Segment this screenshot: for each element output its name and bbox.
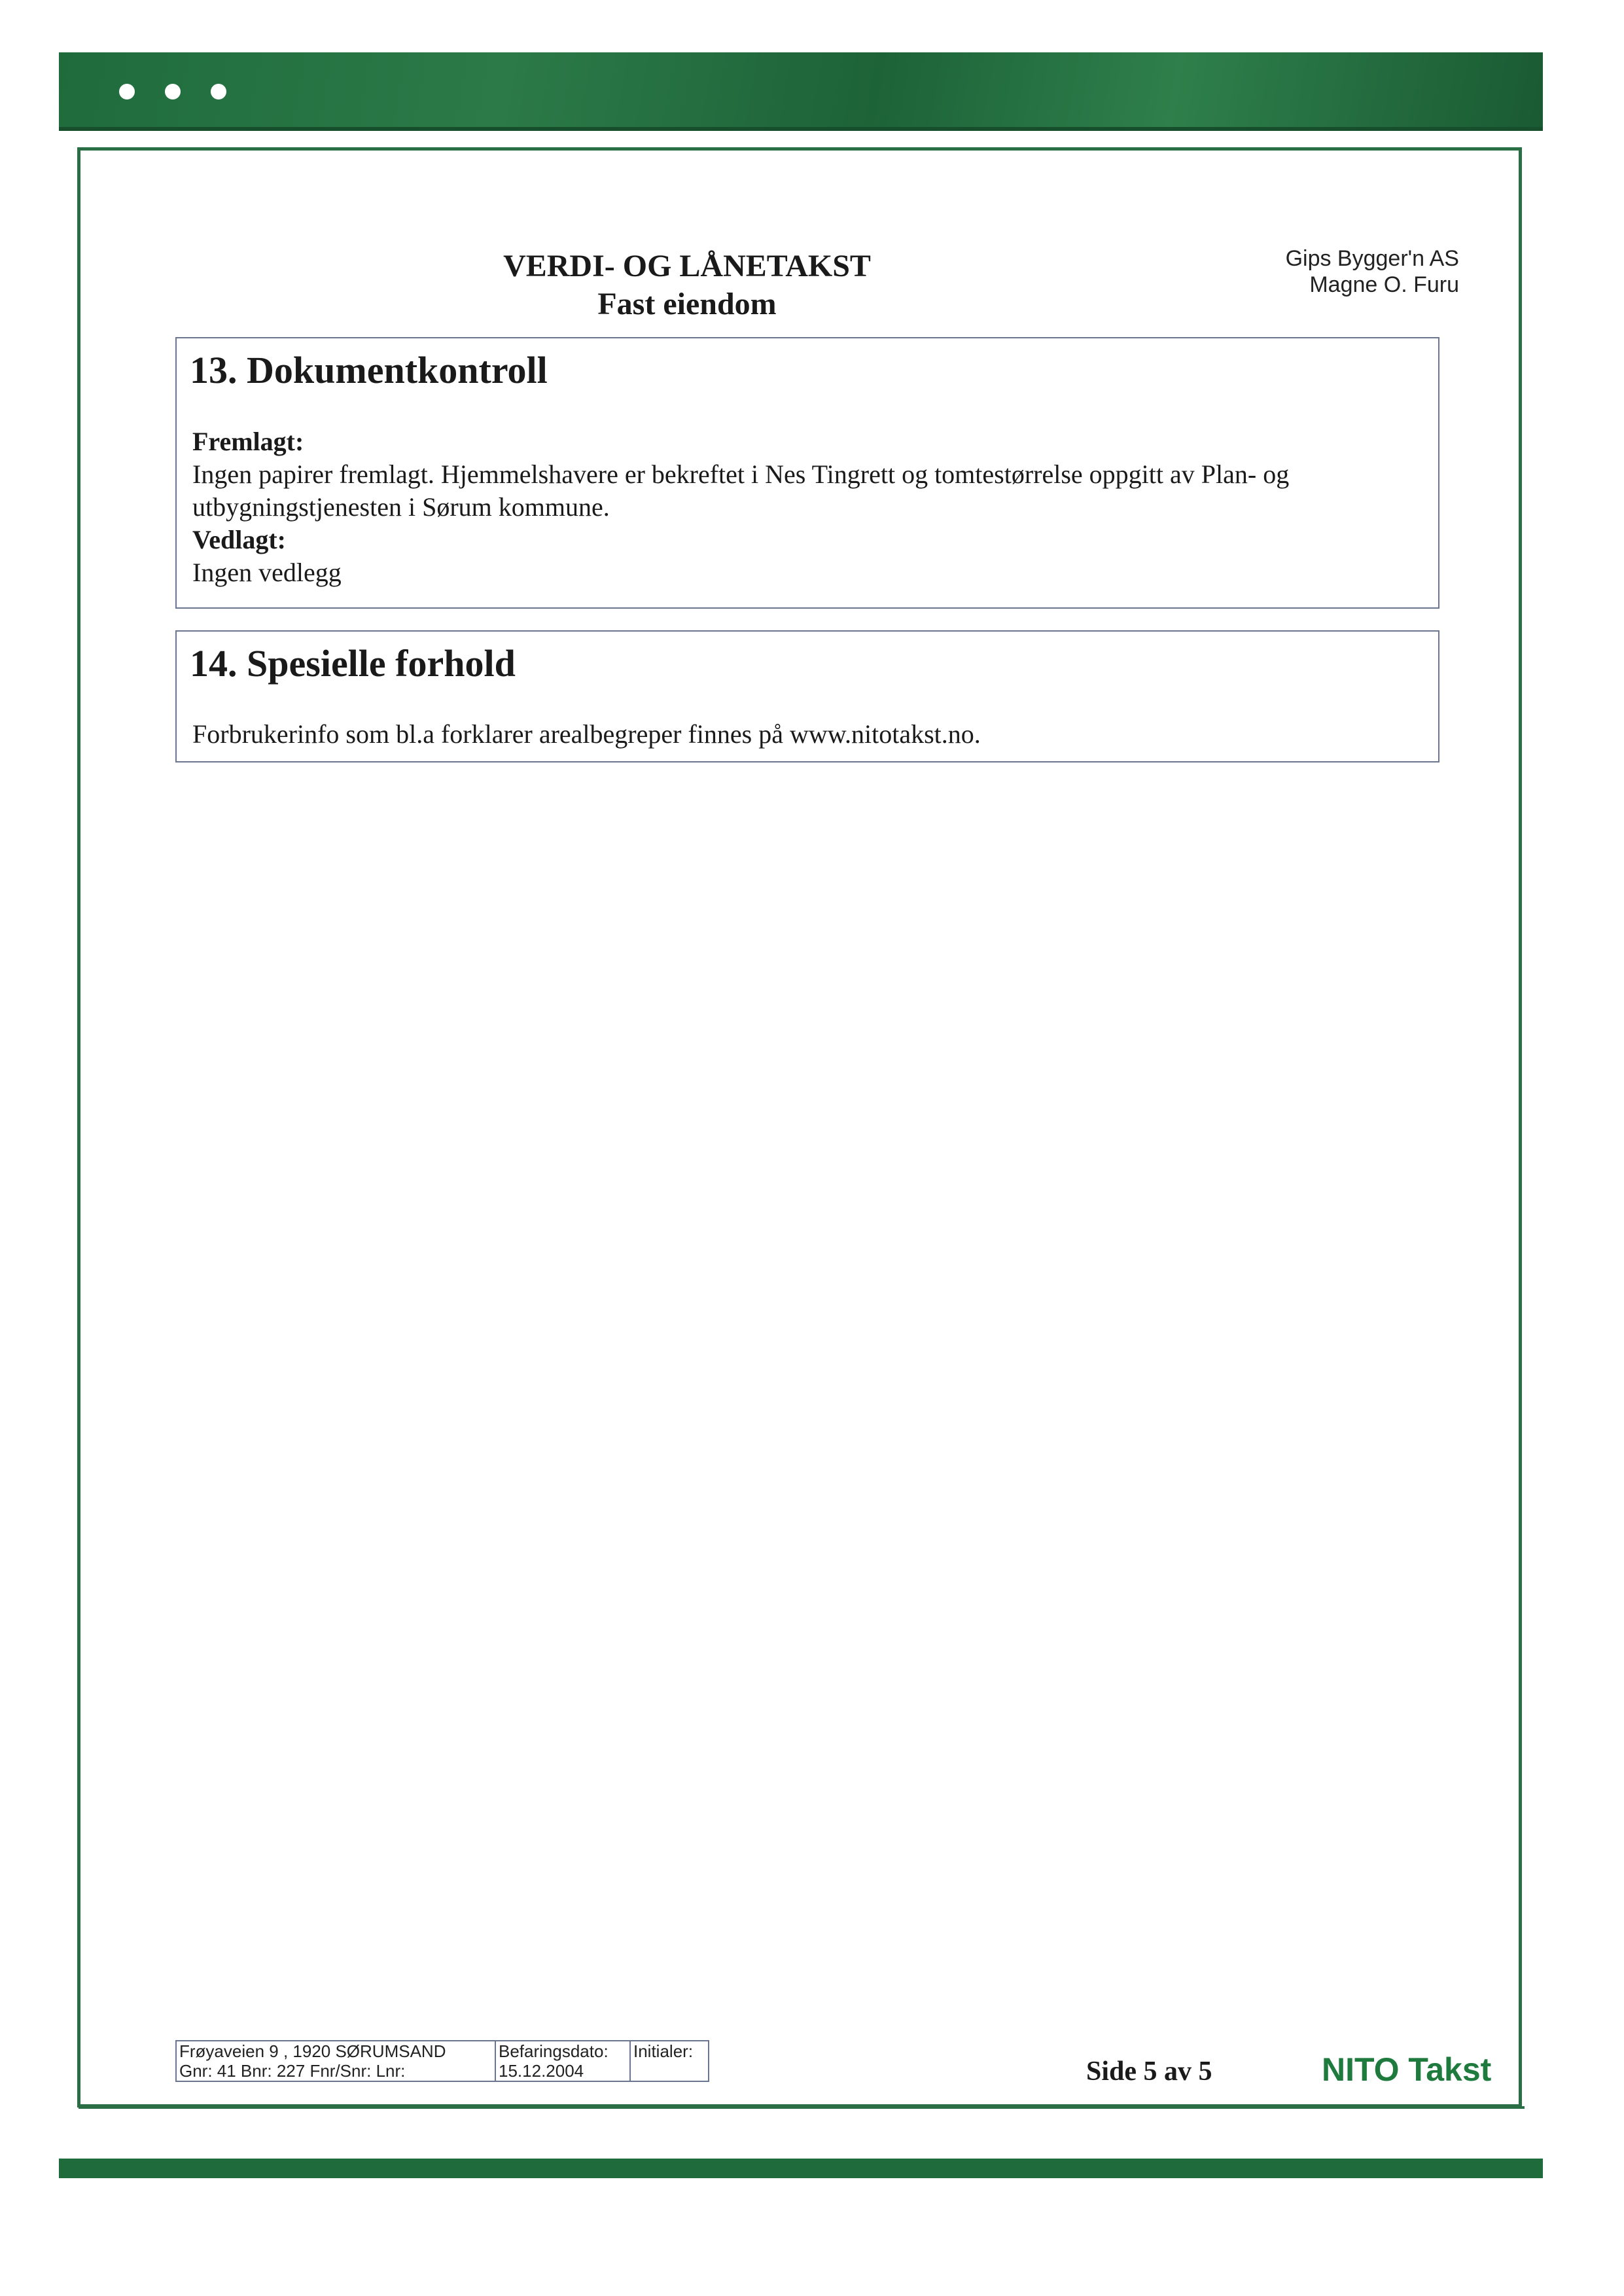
footer-property-ids: Gnr: 41 Bnr: 227 Fnr/Snr: Lnr: (179, 2061, 406, 2081)
brand-logo: NITO Takst (1322, 2051, 1492, 2088)
page-number: Side 5 av 5 (1086, 2056, 1212, 2087)
company-info (1197, 245, 1459, 298)
initials-label: Initialer: (633, 2041, 694, 2061)
top-banner (59, 52, 1543, 131)
section-dokumentkontroll (175, 337, 1439, 609)
frame-bottom-line (79, 2106, 1525, 2109)
footer-info-table (175, 2040, 709, 2082)
inspection-date: 15.12.2004 (499, 2061, 584, 2081)
company-name: Gips Bygger'n AS (1285, 246, 1459, 271)
title-line-1: VERDI- OG LÅNETAKST (503, 249, 871, 283)
footer-address-cell (176, 2041, 495, 2081)
banner-underline (59, 127, 1543, 131)
fremlagt-label: Fremlagt: (192, 427, 304, 456)
fremlagt-text: Ingen papirer fremlagt. Hjemmelshavere er bekreftet i Nes Tingrett og tomtestørrelse oppgitt av Plan- og utbygningstjenesten i Sørum kommune. (192, 459, 1290, 522)
footer-inspection-cell (495, 2041, 630, 2081)
title-line-2: Fast eiendom (597, 287, 777, 321)
company-person: Magne O. Furu (1309, 272, 1459, 297)
vedlagt-text: Ingen vedlegg (192, 558, 342, 587)
section-heading: 13. Dokumentkontroll (190, 349, 548, 391)
banner-dot-icon (165, 84, 181, 99)
footer-address: Frøyaveien 9 , 1920 SØRUMSAND (179, 2041, 446, 2061)
initials-value (633, 2061, 705, 2081)
spesielle-forhold-text: Forbrukerinfo som bl.a forklarer arealbegreper finnes på www.nitotakst.no. (192, 719, 981, 749)
footer-initials-cell (630, 2041, 709, 2081)
section-heading: 14. Spesielle forhold (190, 642, 516, 685)
vedlagt-label: Vedlagt: (192, 525, 286, 554)
banner-dots (119, 84, 226, 99)
document-title (458, 247, 916, 323)
section-body (192, 425, 1419, 589)
banner-dot-icon (119, 84, 135, 99)
bottom-band (59, 2159, 1543, 2178)
section-spesielle-forhold (175, 630, 1439, 762)
section-body (192, 718, 1419, 751)
banner-dot-icon (211, 84, 226, 99)
inspection-label: Befaringsdato: (499, 2041, 609, 2061)
